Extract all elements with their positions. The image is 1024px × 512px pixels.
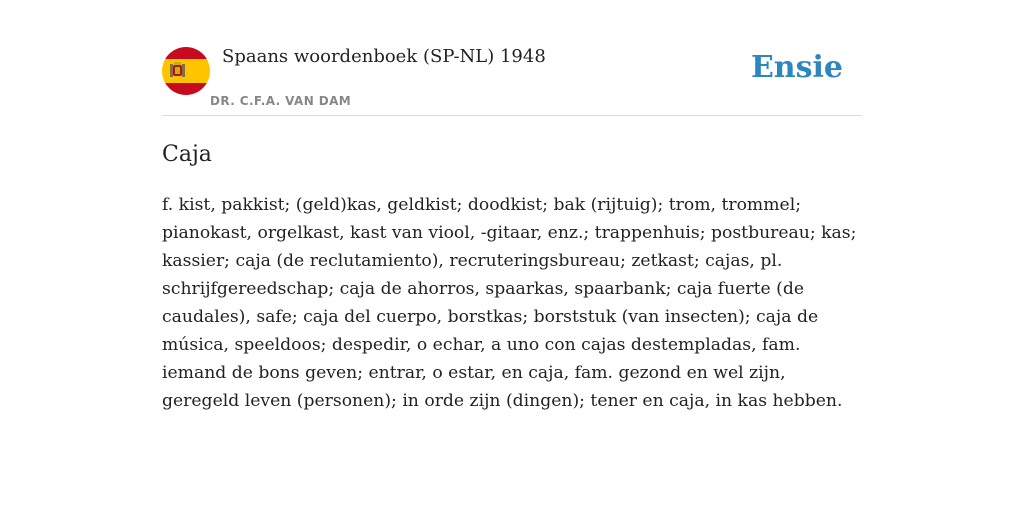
ensie-logo[interactable]: Ensie — [750, 50, 843, 85]
dictionary-card — [162, 40, 862, 415]
entry-word: Caja — [162, 142, 212, 167]
spain-flag-icon — [162, 47, 210, 95]
author-name[interactable]: DR. C.F.A. VAN DAM — [210, 94, 352, 108]
entry-definition: f. kist, pakkist; (geld)kas, geldkist; doodkist; bak (rijtuig); trom, trommel; pianokast, orgelkast, kast van viool, -gitaar, enz.; trappenhuis; postbureau; kas; kassier; caja (de reclutamiento), recruteringsbureau; zetkast; cajas, pl. schrijfgereedschap; caja de ahorros, spaarkas, spaarbank; caja fuerte (de caudales), safe; caja del cuerpo, borstkas; borststuk (van insecten); caja de música, speeldoos; despedir, o echar, a uno con cajas destempladas, fam. iemand de bons geven; entrar, o estar, en caja, fam. gezond en wel zijn, geregeld leven (personen); in orde zijn (dingen); tener en caja, in kas hebben. — [162, 195, 857, 411]
book-title[interactable]: Spaans woordenboek (SP-NL) 1948 — [222, 46, 546, 67]
header — [162, 40, 862, 116]
